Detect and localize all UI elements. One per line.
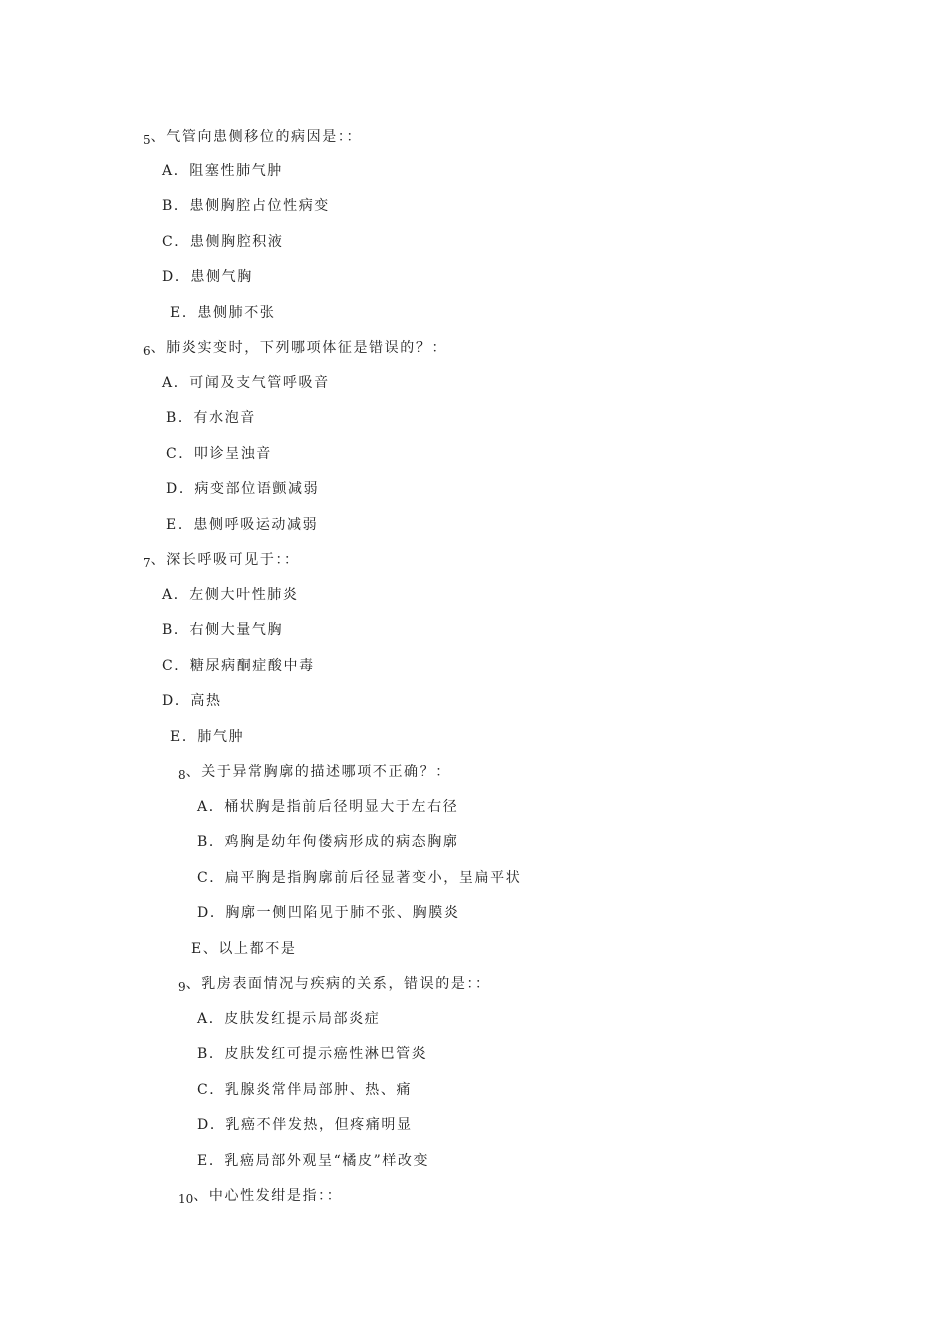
option-5-b: B．患侧胸腔占位性病变 xyxy=(162,198,330,214)
question-text: 肺炎实变时，下列哪项体征是错误的？： xyxy=(166,340,448,356)
question-7 xyxy=(143,551,300,569)
question-number: 8 xyxy=(178,768,186,782)
question-separator: 、 xyxy=(150,340,167,356)
question-text: 乳房表面情况与疾病的关系，错误的是：： xyxy=(201,976,491,992)
option-5-a: A．阻塞性肺气肿 xyxy=(162,163,283,179)
question-number: 5 xyxy=(143,133,151,147)
question-8 xyxy=(178,763,451,781)
question-10 xyxy=(178,1187,342,1205)
option-8-a: A．桶状胸是指前后径明显大于左右径 xyxy=(197,799,459,815)
option-6-e: E．患侧呼吸运动减弱 xyxy=(166,517,319,533)
question-5 xyxy=(143,128,362,146)
option-7-b: B．右侧大量气胸 xyxy=(162,622,284,638)
option-6-d: D．病变部位语颤减弱 xyxy=(166,481,320,497)
option-9-e: E．乳癌局部外观呈“橘皮”样改变 xyxy=(197,1153,430,1169)
option-9-c: C．乳腺炎常伴局部肿、热、痛 xyxy=(197,1082,413,1098)
question-separator: 、 xyxy=(185,976,202,992)
option-7-e: E．肺气肿 xyxy=(170,729,245,745)
option-8-b: B．鸡胸是幼年佝偻病形成的病态胸廓 xyxy=(197,834,459,850)
question-text: 气管向患侧移位的病因是：： xyxy=(166,129,363,145)
question-number: 9 xyxy=(178,980,186,994)
option-5-c: C．患侧胸腔积液 xyxy=(162,234,284,250)
option-8-e: E、以上都不是 xyxy=(191,941,297,957)
question-separator: 、 xyxy=(150,552,167,568)
question-text: 关于异常胸廓的描述哪项不正确？： xyxy=(201,764,451,780)
question-number: 10 xyxy=(178,1192,194,1206)
question-text: 深长呼吸可见于：： xyxy=(166,552,300,568)
question-separator: 、 xyxy=(193,1188,209,1204)
option-7-c: C．糖尿病酮症酸中毒 xyxy=(162,658,315,674)
question-6 xyxy=(143,339,447,357)
option-5-e: E．患侧肺不张 xyxy=(170,305,276,321)
option-7-a: A．左侧大叶性肺炎 xyxy=(162,587,299,603)
option-9-b: B．皮肤发红可提示癌性淋巴管炎 xyxy=(197,1046,428,1062)
option-9-a: A．皮肤发红提示局部炎症 xyxy=(197,1011,381,1027)
question-separator: 、 xyxy=(150,129,167,145)
option-6-a: A．可闻及支气管呼吸音 xyxy=(162,375,330,391)
question-text: 中心性发绀是指：： xyxy=(208,1188,343,1204)
option-9-d: D．乳癌不伴发热，但疼痛明显 xyxy=(197,1117,413,1133)
option-5-d: D．患侧气胸 xyxy=(162,269,253,285)
option-8-c: C．扁平胸是指胸廓前后径显著变小，呈扁平状 xyxy=(197,870,522,886)
question-number: 6 xyxy=(143,344,151,358)
option-8-d: D．胸廓一侧凹陷见于肺不张、胸膜炎 xyxy=(197,905,460,921)
question-separator: 、 xyxy=(185,764,202,780)
option-6-b: B．有水泡音 xyxy=(166,410,256,426)
question-9 xyxy=(178,975,491,993)
question-number: 7 xyxy=(143,556,151,570)
option-6-c: C．叩诊呈浊音 xyxy=(166,446,272,462)
option-7-d: D．高热 xyxy=(162,693,222,709)
